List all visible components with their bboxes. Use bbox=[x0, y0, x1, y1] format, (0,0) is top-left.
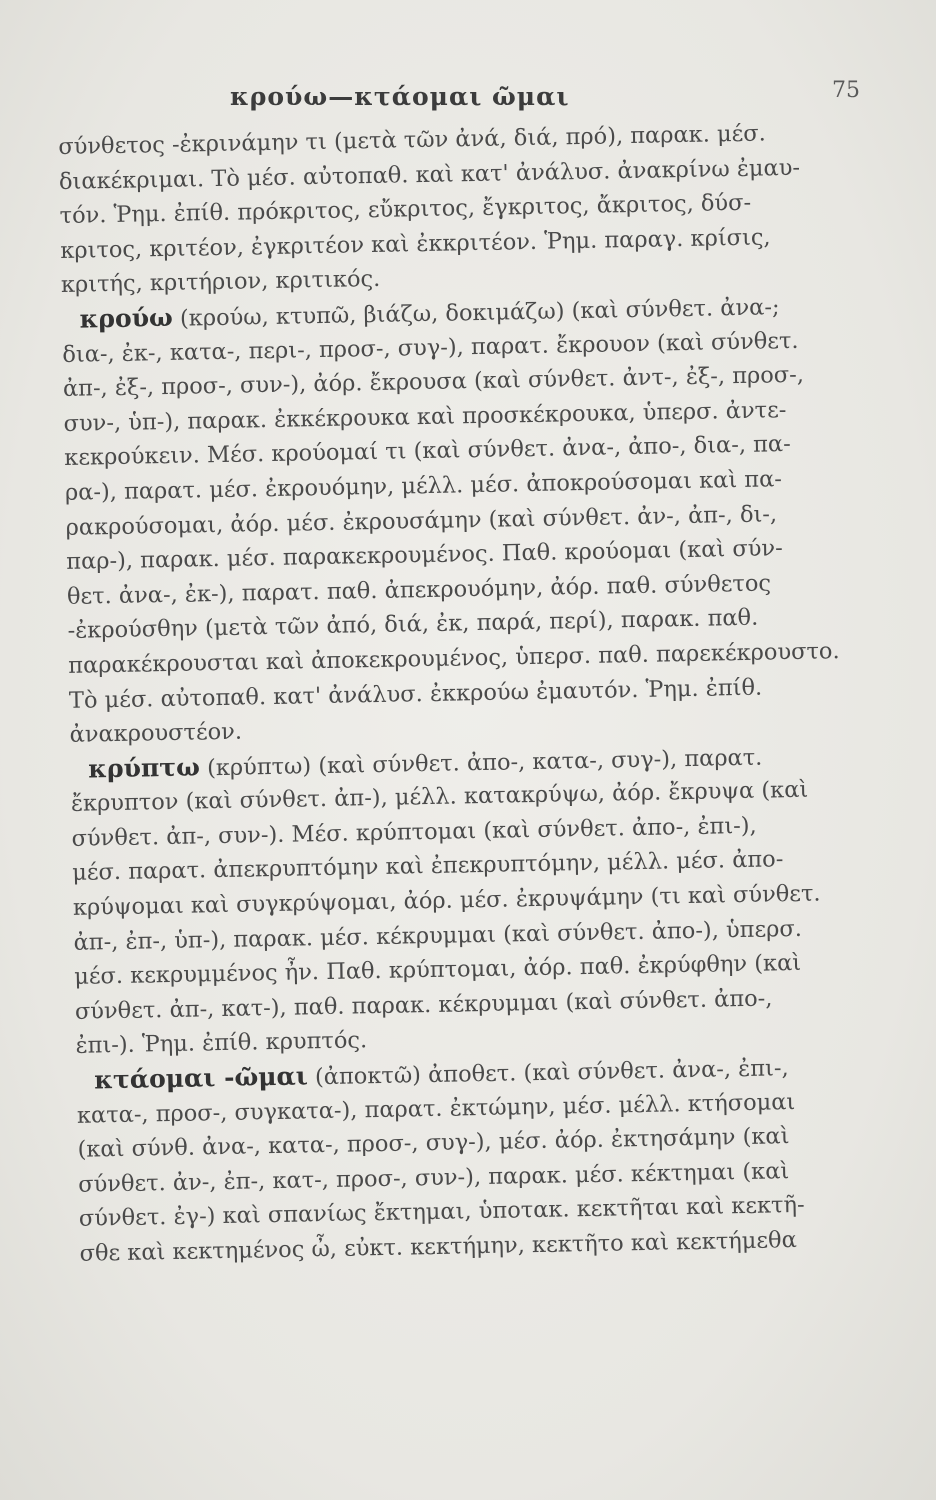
text-run: σύνθετ. ἀπ-, κατ-), παθ. παρακ. κέκρυμμαι (καὶ σύνθετ. ἀπο-, bbox=[74, 985, 773, 1025]
text-run: σθε καὶ κεκτημένος ὦ, εὐκτ. κεκτήμην, κεκτῆτο καὶ κεκτήμεθα bbox=[79, 1227, 798, 1267]
text-run: σύνθετ. ἀπ-, συν-). Μέσ. κρύπτομαι (καὶ σύνθετ. ἀπο-, ἐπι-), bbox=[71, 812, 757, 852]
text-run: (ἀποκτῶ) ἀποθετ. (καὶ σύνθετ. ἀνα-, ἐπι-, bbox=[307, 1055, 789, 1091]
text-run: Τὸ μέσ. αὐτοπαθ. κατ' ἀνάλυσ. ἐκκρούω ἐμαυτόν. Ῥημ. ἐπίθ. bbox=[68, 674, 763, 714]
text-run: κριτής, κριτήριον, κριτικός. bbox=[60, 266, 381, 299]
text-run: μέσ. κεκρυμμένος ἦν. Παθ. κρύπτομαι, ἀόρ. παθ. ἐκρύφθην (καὶ bbox=[74, 950, 802, 991]
text-run: μέσ. παρατ. ἀπεκρυπτόμην καὶ ἐπεκρυπτόμην, μέλλ. μέσ. ἀπο- bbox=[72, 846, 784, 887]
headword: κρύπτω bbox=[87, 752, 201, 784]
text-run: (καὶ σύνθ. ἀνα-, κατα-, προσ-, συγ-), μέσ. ἀόρ. ἐκτησάμην (καὶ bbox=[77, 1123, 790, 1164]
text-run: -ἐκρούσθην (μετὰ τῶν ἀπό, διά, ἐκ, παρά, περί), παρακ. παθ. bbox=[67, 604, 759, 645]
text-run: ἔκρυπτον (καὶ σύνθετ. ἀπ-), μέλλ. κατακρύψω, ἀόρ. ἔκρυψα (καὶ bbox=[70, 777, 809, 818]
text-run: ἐπι-). Ῥημ. ἐπίθ. κρυπτός. bbox=[75, 1027, 368, 1060]
text-run: κατα-, προσ-, συγκατα-), παρατ. ἐκτώμην, μέσ. μέλλ. κτήσομαι bbox=[76, 1088, 796, 1129]
text-run: θετ. ἀνα-, ἐκ-), παρατ. παθ. ἀπεκρουόμην, ἀόρ. παθ. σύνθετος bbox=[66, 570, 772, 610]
text-run: σύνθετ. ἐγ-) καὶ σπανίως ἔκτημαι, ὑποτακ. κεκτῆται καὶ κεκτῆ- bbox=[78, 1192, 805, 1233]
dictionary-text bbox=[58, 116, 840, 1272]
running-head: κρούω—κτάομαι ῶμαι bbox=[230, 82, 570, 111]
text-run: κρύψομαι καὶ συγκρύψομαι, ἀόρ. μέσ. ἐκρυψάμην (τι καὶ σύνθετ. bbox=[72, 880, 821, 921]
text-run: ρακρούσομαι, ἀόρ. μέσ. ἐκρουσάμην (καὶ σύνθετ. ἀν-, ἀπ-, δι-, bbox=[65, 500, 778, 541]
text-run: ἀνακρουστέον. bbox=[69, 718, 243, 748]
text-run: συν-, ὑπ-), παρακ. ἐκκέκρουκα καὶ προσκέκρουκα, ὑπερσ. ἀντε- bbox=[63, 396, 787, 437]
headword: κρούω bbox=[79, 302, 174, 334]
text-run: ἀπ-, ἐξ-, προσ-, συν-), ἀόρ. ἔκρουσα (καὶ σύνθετ. ἀντ-, ἐξ-, προσ-, bbox=[62, 361, 805, 403]
text-run: τόν. Ῥημ. ἐπίθ. πρόκριτος, εὔκριτος, ἔγκριτος, ἄκριτος, δύσ- bbox=[59, 189, 752, 230]
headword: κτάομαι -ῶμαι bbox=[93, 1061, 309, 1095]
text-run: διακέκριμαι. Τὸ μέσ. αὐτοπαθ. καὶ κατ' ἀνάλυσ. ἀνακρίνω ἐμαυ- bbox=[58, 154, 801, 195]
text-run: σύνθετ. ἀν-, ἐπ-, κατ-, προσ-, συν-), παρακ. μέσ. κέκτημαι (καὶ bbox=[78, 1157, 790, 1198]
text-run: παρ-), παρακ. μέσ. παρακεκρουμένος. Παθ. κρούομαι (καὶ σύν- bbox=[66, 535, 783, 576]
text-run: δια-, ἐκ-, κατα-, περι-, προσ-, συγ-), παρατ. ἔκρουον (καὶ σύνθετ. bbox=[62, 327, 799, 368]
text-run: σύνθετος -ἐκρινάμην τι (μετὰ τῶν ἀνά, διά, πρό), παρακ. μέσ. bbox=[58, 120, 767, 160]
text-run: κεκρούκειν. Μέσ. κρούομαί τι (καὶ σύνθετ. ἀνα-, ἀπο-, δια-, πα- bbox=[64, 431, 791, 472]
text-run: παρακέκρουσται καὶ ἀποκεκρουμένος, ὑπερσ. παθ. παρεκέκρουστο. bbox=[68, 637, 840, 679]
page-number: 75 bbox=[832, 78, 860, 103]
text-run: ἀπ-, ἐπ-, ὑπ-), παρακ. μέσ. κέκρυμμαι (καὶ σύνθετ. ἀπο-), ὑπερσ. bbox=[73, 915, 803, 956]
page-header bbox=[60, 78, 860, 118]
text-run: ρα-), παρατ. μέσ. ἐκρουόμην, μέλλ. μέσ. ἀποκρούσομαι καὶ πα- bbox=[64, 466, 783, 506]
text-run: κριτος, κριτέον, ἐγκριτέον καὶ ἐκκριτέον. Ῥημ. παραγ. κρίσις, bbox=[60, 224, 771, 264]
text-run: (κρύπτω) (καὶ σύνθετ. ἀπο-, κατα-, συγ-), παρατ. bbox=[199, 744, 763, 782]
text-run: (κρούω, κτυπῶ, βιάζω, δοκιμάζω) (καὶ σύνθετ. ἀνα-; bbox=[172, 294, 780, 332]
